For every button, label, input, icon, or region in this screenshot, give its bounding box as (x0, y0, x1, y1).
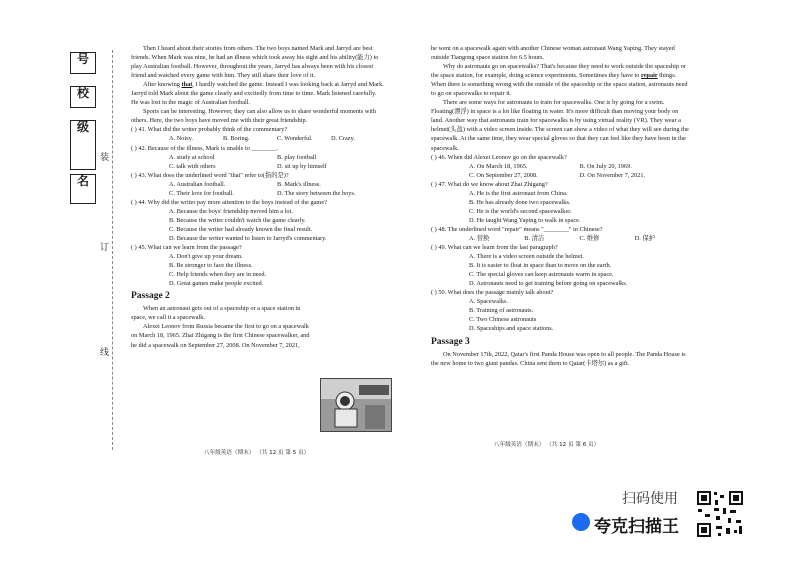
option: B. Boring. (223, 135, 250, 143)
option: D. Because the writer wanted to listen to Jarryd's commentary. (169, 234, 327, 242)
option: C. 维修 (579, 234, 600, 242)
question-45: ( ) 45. What can we learn from the passage? (131, 244, 242, 252)
option: C. Help friends when they are in need. (169, 271, 267, 279)
scan-to-use-text: 扫码使用 (622, 491, 678, 507)
option: D. Astronauts need to get training before going on spacewalks. (469, 280, 628, 288)
option: B. Training of astronauts. (469, 307, 534, 315)
brand-name: 夸克扫描王 (594, 517, 679, 537)
option: B. play football (277, 153, 317, 161)
page-5-footer: 八年级英语（期末） （共 12 页 第 5 页） (204, 450, 310, 456)
option: C. On September 27, 2008. (469, 171, 538, 179)
option: C. He is the world's second spacewalker. (469, 207, 572, 215)
paragraph: he went on a spacewalk again with another Chinese woman astronaut Wang Yaping. They stayed outside Tiangong space station for 6.5 hours. (431, 45, 675, 62)
margin-label-school: 校 (70, 86, 96, 108)
options-43b (131, 189, 385, 198)
page-6-footer: 八年级英语（期末） （共 12 页 第 6 页） (494, 442, 600, 448)
option: C. Wonderful. (277, 135, 313, 143)
option: A. 替换 (469, 234, 490, 242)
question-46: ( ) 46. When did Alexei Leonov go on the spacewalk? (431, 153, 567, 161)
option: A. Don't give up your dream. (169, 253, 243, 261)
question-44: ( ) 44. Why did the writer pay more attention to the boys instead of the game? (131, 198, 327, 206)
options-43a (131, 180, 385, 189)
page-6-column (431, 44, 690, 368)
paragraph: Sports can be interesting. However, they can also allow us to share wonderful moments with others. Here, the two boys have moved me with their great friendship. (131, 108, 377, 125)
astronaut-photo (320, 378, 392, 432)
binding-margin (64, 46, 102, 466)
paragraph: When an astronaut gets out of a spaceship or a space station in space, we call it a spacewalk. (131, 305, 301, 322)
paragraph: Alexei Leonov from Russia became the first to go on a spacewalk on March 18, 1965. Zhai Zhigang is the first Chinese spacewalker, and he did a spacewalk on September 27, 2008. On November 7, 2021, (131, 323, 310, 349)
paragraph: Then I heard about their stories from others. The two boys named Mark and Jarryd are best friends. When Mark was nine, he had an illness which took away his sight and his ability(能力) to play Australian football. However, throughout the years, Jarryd has always been with his closest friend and watched every game with him. They still share their love of it. (131, 45, 379, 80)
option: D. The story between the boys. (277, 189, 356, 197)
option: B. On July 20, 1969. (579, 162, 632, 170)
paragraph: Why do astronauts go on spacewalks? That's because they need to work outside the spaceship or the space station, for example, doing science experiments. Sometimes they have to repair things. When there is something wrong with the outside of the spaceship or the space station, astronauts need to go on spacewalks to repair it. (431, 63, 688, 98)
paragraph: There are some ways for astronauts to train for spacewalks. One is by going for a swim. Floating(漂浮) in space is a lot like floating in water. It's more difficult than moving your body on land. Another way that astronauts train for spacewalks is by using virtual reality (VR). They wear a helmet(头盔) with a video screen inside. The screen can show a video of what they will see during the spacewalk. At the same time, they wear special gloves so that they can feel like they have been in the spacewalk. (431, 99, 689, 152)
option: B. It is easier to float in space than to move on the earth. (469, 262, 612, 270)
question-49: ( ) 49. What can we learn from the last paragraph? (431, 244, 558, 252)
margin-label-number: 号 (70, 52, 96, 74)
margin-label-name: 名 (70, 174, 96, 204)
question-43: ( ) 43. What does the underlined word "that" refer to(指的是)? (131, 171, 289, 179)
question-42: ( ) 42. Because of the illness, Mark is unable to ________. (131, 144, 279, 152)
option: A. On March 18, 1965. (469, 162, 528, 170)
quark-logo-icon (572, 513, 590, 531)
option: D. 保护 (634, 234, 656, 242)
question-50: ( ) 50. What does the passage mainly talk about? (431, 289, 554, 297)
margin-label-grade: 级 (70, 120, 96, 170)
option: A. Noisy. (169, 135, 193, 143)
option: B. 清洁 (524, 234, 545, 242)
options-46b (431, 171, 690, 180)
question-41: ( ) 41. What did the writer probably think of the commentary? (131, 126, 288, 134)
paragraph: After knowing that, I hardly watched the game. Instead I was looking back at Jarryd and Mark. Jarryd told Mark about the game clearly and excitedly from time to time. Mark listened carefully. He was lost in the magic of Australian football. (131, 81, 384, 107)
underlined-word-that: that (181, 81, 193, 89)
options-41 (131, 134, 385, 143)
paragraph: On November 17th, 2022, Qatar's first Panda House was open to all people. The Panda House is the new home to two giant pandas. China sent them to Qatar(卡塔尔) as a gift. (431, 350, 686, 367)
option: C. talk with others (169, 162, 216, 170)
question-48: ( ) 48. The underlined word "repair" means "________" in Chinese? (431, 225, 603, 233)
option: A. He is the first astronaut from China. (469, 189, 568, 197)
option: D. On November 7, 2021. (579, 171, 646, 179)
option: D. He taught Wang Yaping to walk in space. (469, 216, 581, 224)
cut-line (112, 50, 113, 450)
option: A. Spacewalks. (469, 298, 508, 306)
option: C. Their love for football. (169, 189, 234, 197)
option: A. There is a video screen outside the helmet. (469, 253, 584, 261)
passage-3-title: Passage 3 (431, 336, 470, 347)
option: D. Great games make people excited. (169, 280, 264, 288)
option: B. Be stronger to face the illness. (169, 262, 253, 270)
option: D. Crazy. (331, 135, 355, 143)
options-42b (131, 162, 385, 171)
margin-mark-staple: 订 (100, 243, 110, 253)
option: C. Two Chinese astronauts (469, 316, 537, 324)
qr-code-icon[interactable] (696, 490, 744, 538)
question-47: ( ) 47. What do we know about Zhai Zhigang? (431, 180, 548, 188)
option: A. study at school (169, 153, 215, 161)
option: A. Australian football. (169, 180, 226, 188)
passage-2-title: Passage 2 (131, 291, 170, 302)
page-5-column (131, 44, 385, 350)
option: D. Spaceships and space stations. (469, 325, 554, 333)
options-46a (431, 162, 690, 171)
margin-mark-line: 线 (100, 348, 110, 358)
underlined-word-repair: repair (641, 72, 658, 80)
option: B. Because the writer couldn't watch the game clearly. (169, 216, 306, 224)
option: C. The special gloves can keep astronauts warm in space. (469, 271, 614, 279)
option: C. Because the writer had already known the final result. (169, 225, 313, 233)
options-48 (431, 234, 690, 243)
option: B. Mark's illness. (277, 180, 321, 188)
option: A. Because the boys' friendship moved him a lot. (169, 207, 293, 215)
option: D. sit up by himself (277, 162, 327, 170)
margin-mark-bind: 装 (100, 153, 110, 163)
option: B. He has already done two spacewalks. (469, 198, 571, 206)
options-42a (131, 153, 385, 162)
